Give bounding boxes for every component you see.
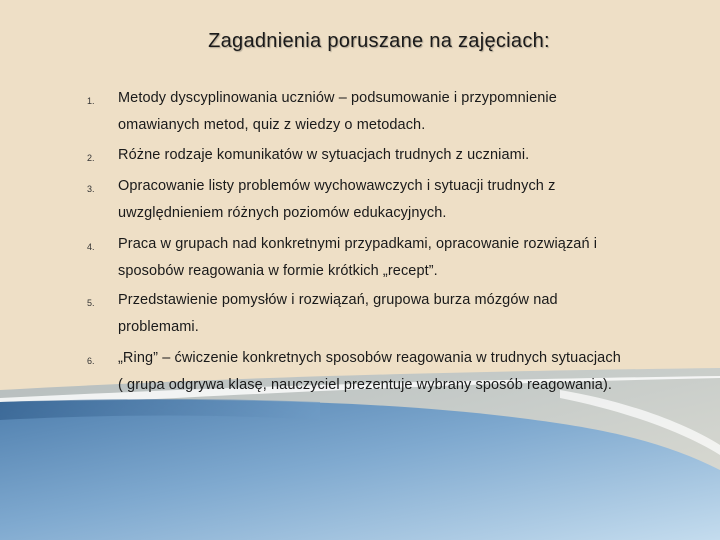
- list-number: 5.: [87, 298, 95, 308]
- list-text-line: problemami.: [118, 319, 199, 335]
- slide-title: Zagadnienia poruszane na zajęciach:: [208, 30, 550, 52]
- list-text-line: sposobów reagowania w formie krótkich „recept”.: [118, 263, 438, 279]
- list-text-line: Różne rodzaje komunikatów w sytuacjach trudnych z uczniami.: [118, 147, 530, 163]
- list-text-line: „Ring” – ćwiczenie konkretnych sposobów reagowania w trudnych sytuacjach: [118, 350, 621, 366]
- list-number: 4.: [87, 242, 95, 252]
- list-text-line: Opracowanie listy problemów wychowawczych i sytuacji trudnych z: [118, 178, 556, 194]
- list-number: 2.: [87, 153, 95, 163]
- list-text-line: uwzględnieniem różnych poziomów edukacyjnych.: [118, 205, 447, 221]
- list-number: 3.: [87, 184, 95, 194]
- list-text-line: Praca w grupach nad konkretnymi przypadkami, opracowanie rozwiązań i: [118, 236, 598, 252]
- list-text-line: omawianych metod, quiz z wiedzy o metodach.: [118, 117, 426, 133]
- list-text-line: Przedstawienie pomysłów i rozwiązań, grupowa burza mózgów nad: [118, 292, 558, 308]
- list-number: 6.: [87, 356, 95, 366]
- list-text-line: Metody dyscyplinowania uczniów – podsumowanie i przypomnienie: [118, 90, 557, 106]
- list-text-line: ( grupa odgrywa klasę, nauczyciel prezentuje wybrany sposób reagowania).: [118, 377, 613, 393]
- list-number: 1.: [87, 96, 95, 106]
